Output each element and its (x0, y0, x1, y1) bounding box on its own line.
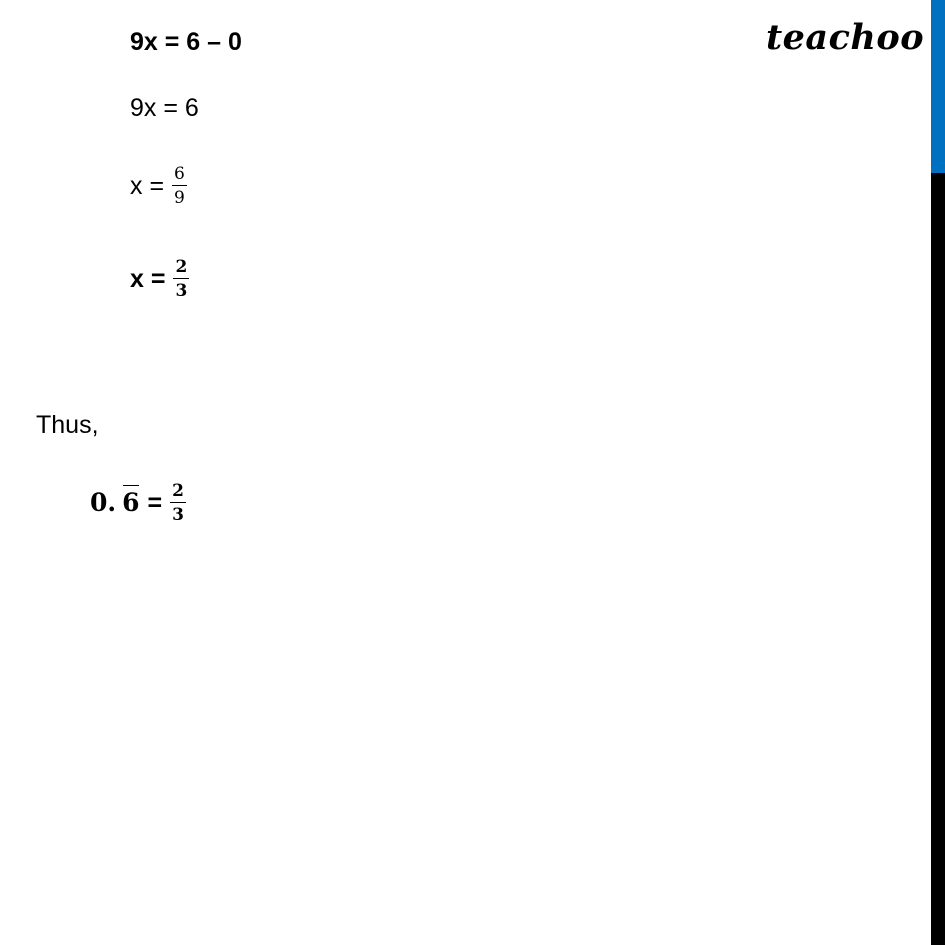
step-line-4-lhs: x = (130, 265, 166, 293)
teachoo-logo: teachoo (766, 17, 925, 58)
fraction-numerator: 2 (175, 257, 188, 277)
repeating-digit: 6 (122, 488, 140, 517)
step-line-3-lhs: x = (130, 172, 165, 200)
fraction-six-ninths (172, 165, 187, 207)
fraction-denominator: 9 (174, 188, 185, 208)
decimal-integer-part: 0. (90, 488, 117, 517)
sidebar-accent (931, 0, 945, 173)
fraction-two-thirds-result (170, 482, 186, 524)
fraction-numerator: 6 (174, 164, 185, 184)
fraction-denominator: 3 (172, 505, 184, 525)
fraction-numerator: 2 (172, 481, 184, 501)
conclusion-label: Thus, (36, 411, 99, 439)
step-line-3 (130, 165, 187, 207)
fraction-denominator: 3 (175, 281, 188, 301)
step-line-2: 9x = 6 (130, 94, 199, 122)
conclusion-equation (90, 482, 186, 524)
step-line-1: 9x = 6 – 0 (130, 28, 242, 56)
step-line-4 (130, 258, 189, 300)
fraction-two-thirds (173, 258, 189, 300)
equals-sign: = (147, 489, 163, 517)
